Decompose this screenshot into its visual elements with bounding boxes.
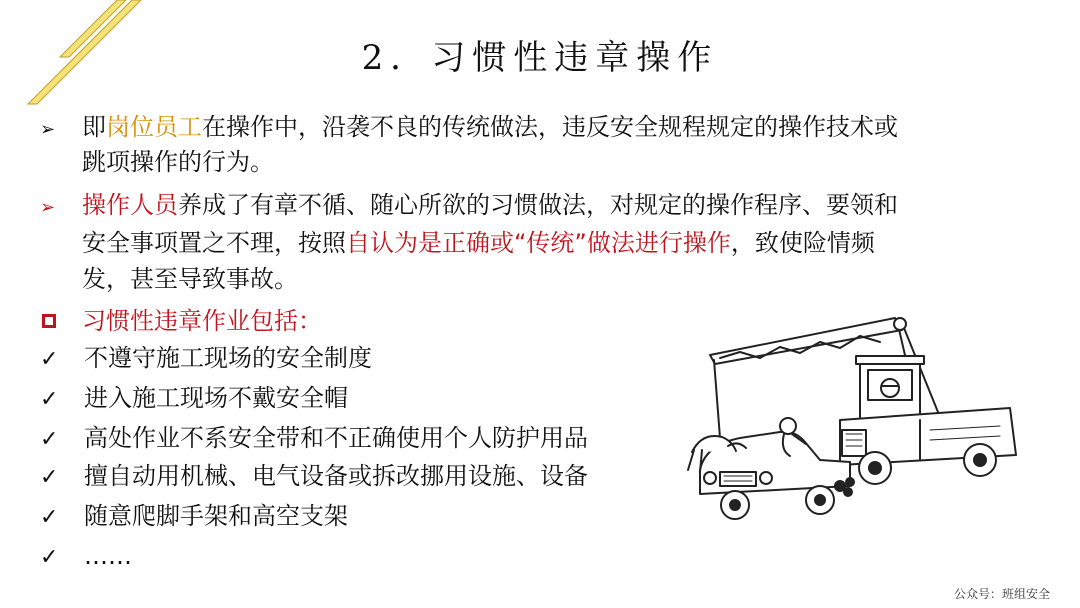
para1-line2: 跳项操作的行为。 [82,148,274,176]
list-item-text: 高处作业不系安全带和不正确使用个人防护用品 [84,424,588,452]
arrowhead-bullet-red-icon: ➢ [40,197,56,218]
para2-line1 [40,190,898,223]
list-heading-text: 习惯性违章作业包括： [82,307,322,335]
para2-highlight-2: 自认为是正确或“传统”做法进行操作 [346,229,731,257]
check-mark-icon: ✓ [40,545,59,570]
list-item-text: …… [84,542,132,570]
check-mark-icon: ✓ [40,427,59,452]
arrowhead-bullet-icon: ➢ [40,119,56,140]
list-item [40,461,588,493]
para2-text-2-pre: 安全事项置之不理，按照 [82,229,346,257]
para2-text-2-post: ，致使险情频 [730,229,875,257]
list-item [40,343,372,375]
para2-line3: 发，甚至导致事故。 [82,265,298,293]
list-item [40,541,132,573]
list-item [40,423,588,455]
para2-text-1: 养成了有章不循、随心所欲的习惯做法，对规定的操作程序、要领和 [178,191,898,219]
check-mark-icon: ✓ [40,347,59,372]
list-item-text: 进入施工现场不戴安全帽 [84,384,348,412]
crane-truck-cartoon [680,300,1050,530]
list-item [40,501,348,533]
list-item [40,383,348,415]
para2-highlight-1: 操作人员 [82,191,178,219]
hollow-square-bullet-icon [42,314,56,328]
check-mark-icon: ✓ [40,465,59,490]
para2-line2 [82,228,875,258]
para1-text-post: 在操作中，沿袭不良的传统做法，违反安全规程规定的操作技术或 [202,113,898,141]
list-item-text: 随意爬脚手架和高空支架 [84,502,348,530]
credit-text: 公众号：班组安全 [953,587,1050,601]
list-heading [40,306,322,336]
list-item-text: 不遵守施工现场的安全制度 [84,344,372,372]
check-mark-icon: ✓ [40,387,59,412]
page-title: 2．习惯性违章操作 [361,38,719,78]
list-item-text: 擅自动用机械、电气设备或拆改挪用设施、设备 [84,462,588,490]
para1-highlight: 岗位员工 [106,113,202,141]
check-mark-icon: ✓ [40,505,59,530]
para1-text-pre: 即 [82,113,106,141]
para1-line1 [40,112,898,145]
